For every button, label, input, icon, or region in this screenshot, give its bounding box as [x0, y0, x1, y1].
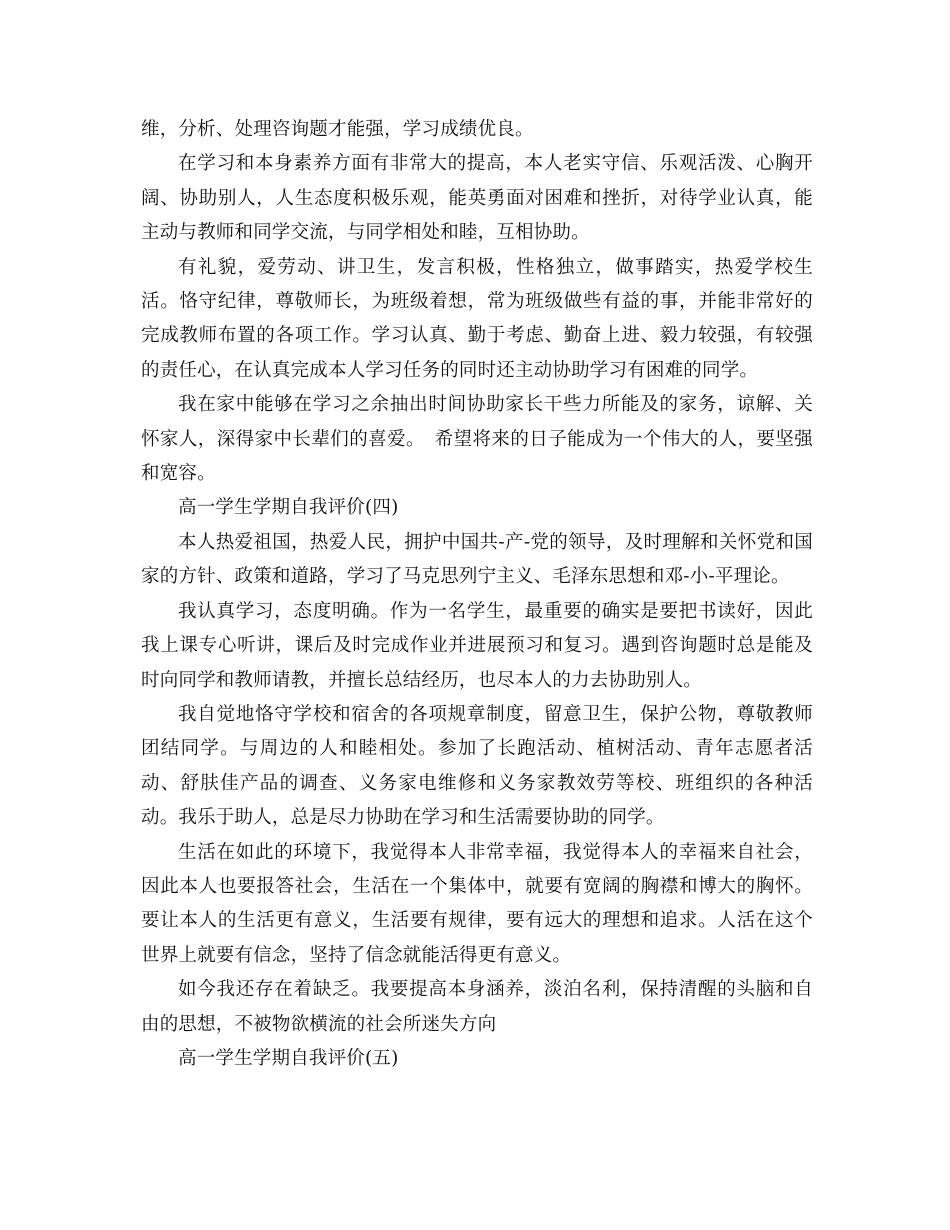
paragraph-family: 我在家中能够在学习之余抽出时间协助家长干些力所能及的家务，谅解、关怀家人，深得家中长辈们的喜爱。 希望将来的日子能成为一个伟大的人，要坚强和宽容。	[141, 394, 813, 485]
document-body	[141, 113, 813, 1076]
paragraph-continuation: 维，分析、处理咨询题才能强，学习成绩优良。	[141, 119, 534, 140]
paragraph-society: 生活在如此的环境下，我觉得本人非常幸福，我觉得本人的幸福来自社会，因此本人也要报答社会，生活在一个集体中，就要有宽阔的胸襟和博大的胸怀。要让本人的生活更有意义，生活要有规律，要有远大的理想和追求。人活在这个世界上就要有信念，坚持了信念就能活得更有意义。	[141, 841, 813, 966]
paragraph-patriotism: 本人热爱祖国，热爱人民，拥护中国共-产-党的领导，及时理解和关怀党和国家的方针、政策和道路，学习了马克思列宁主义、毛泽东思想和邓-小-平理论。	[141, 531, 813, 588]
paragraph-self-improvement: 在学习和本身素养方面有非常大的提高，本人老实守信、乐观活泼、心胸开阔、协助别人，人生态度积极乐观，能英勇面对困难和挫折，对待学业认真，能主动与教师和同学交流，与同学相处和睦，互相协助。	[141, 153, 813, 244]
section-heading-four: 高一学生学期自我评价(四)	[178, 497, 399, 519]
paragraph-shortcomings: 如今我还存在着缺乏。我要提高本身涵养，淡泊名利，保持清醒的头脑和自由的思想，不被物欲横流的社会所迷失方向	[141, 979, 813, 1035]
paragraph-activities: 我自觉地恪守学校和宿舍的各项规章制度，留意卫生，保护公物，尊敬教师团结同学。与周边的人和睦相处。参加了长跑活动、植树活动、青年志愿者活动、舒肤佳产品的调查、义务家电维修和义务家教效劳等校、班组织的各种活动。我乐于助人，总是尽力协助在学习和生活需要协助的同学。	[141, 703, 813, 829]
section-heading-five: 高一学生学期自我评价(五)	[178, 1047, 399, 1069]
paragraph-manners: 有礼貌，爱劳动、讲卫生，发言积极，性格独立，做事踏实，热爱学校生活。恪守纪律，尊敬师长，为班级着想，常为班级做些有益的事，并能非常好的完成教师布置的各项工作。学习认真、勤于考虑、勤奋上进、毅力较强，有较强的责任心，在认真完成本人学习任务的同时还主动协助学习有困难的同学。	[141, 256, 813, 381]
paragraph-study-attitude: 我认真学习，态度明确。作为一名学生，最重要的确实是要把书读好，因此我上课专心听讲，课后及时完成作业并进展预习和复习。遇到咨询题时总是能及时向同学和教师请教，并擅长总结经历，也尽本人的力去协助别人。	[141, 600, 813, 691]
